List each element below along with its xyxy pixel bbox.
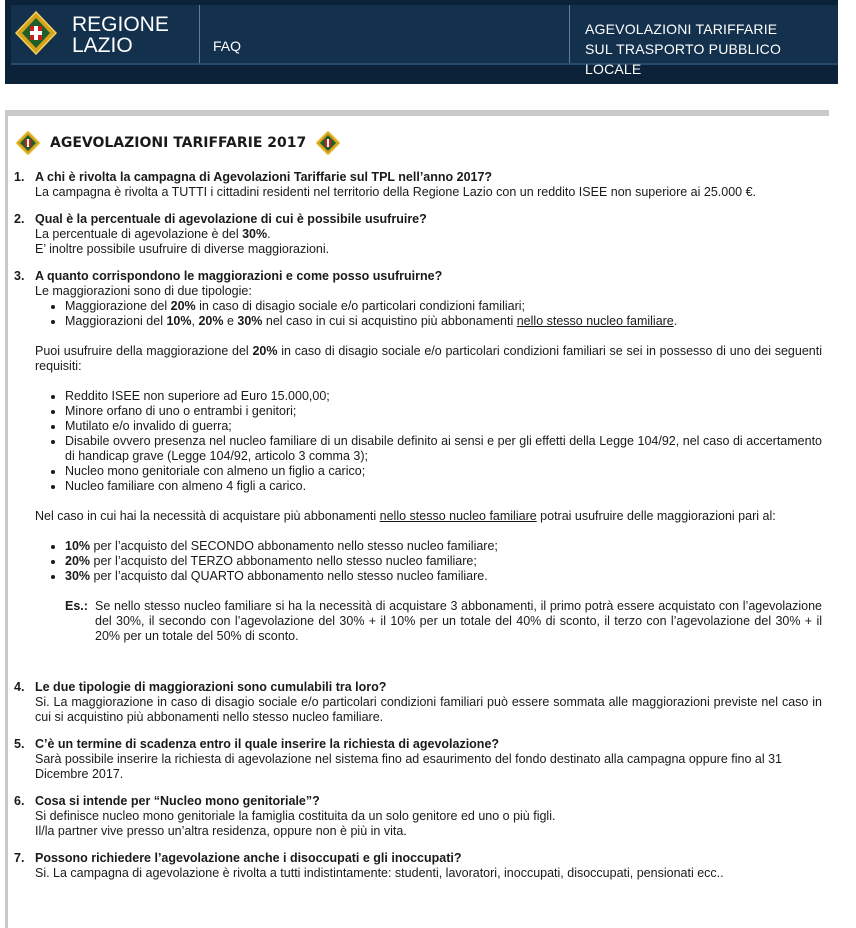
item-underlined: nello stesso nucleo familiare: [516, 314, 674, 328]
list-item: • Mutilato e/o invalido di guerra;: [65, 419, 822, 434]
faq-number: 5.: [14, 737, 25, 751]
regione-lazio-emblem-icon: [316, 131, 340, 155]
tier-percent: 20%: [65, 554, 91, 568]
list-item: [65, 314, 822, 329]
regione-lazio-emblem-icon[interactable]: [15, 11, 57, 55]
answer-bold-percent: 20%: [252, 344, 278, 358]
example-block: [65, 599, 822, 644]
item-text: Maggiorazioni del: [65, 314, 167, 328]
header-divider: [569, 5, 570, 63]
faq-item-5: [14, 737, 822, 782]
faq-number: 4.: [14, 680, 25, 694]
tiers-list: [35, 539, 822, 584]
faq-item-3: [14, 269, 822, 668]
example-text: Se nello stesso nucleo familiare si ha la necessità di acquistare 3 abbonamenti, il primo potrà essere acquistato con l’agevolazione del 30%, il secondo con l’agevolazione del 30% + il 10% per un totale del 40% di sconto, il terzo con l’agevolazione del 30% + il 20% per un totale del 50% di sconto.: [95, 599, 822, 643]
answer-text: Si. La maggiorazione in caso di disagio sociale e/o particolari condizioni familiari può essere sommata alle maggiorazioni previste nel caso in cui si acquistino più abbonamenti nello stesso nucleo familiare.: [35, 695, 822, 724]
faq-answer: [35, 695, 822, 725]
faq-item-1: [14, 170, 822, 200]
answer-text: Si. La campagna di agevolazione è rivolta a tutti indistintamente: studenti, lavoratori, inoccupati, disoccupati, pensionati ecc..: [35, 866, 724, 880]
faq-item-6: [14, 794, 822, 839]
faq-answer: [35, 227, 822, 257]
brand-line-2: LAZIO: [72, 34, 133, 57]
answer-text-part: potrai usufruire delle maggiorazioni pari al:: [536, 509, 776, 523]
regione-lazio-emblem-icon: [16, 131, 40, 155]
faq-question: Possono richiedere l’agevolazione anche i disoccupati e gli inoccupati?: [35, 851, 462, 865]
answer-underlined: nello stesso nucleo familiare: [379, 509, 537, 523]
answer-text: E’ inoltre possibile usufruire di diverse maggiorazioni.: [35, 242, 330, 256]
list-item: [65, 569, 822, 584]
header-title-line-2: SUL TRASPORTO PUBBLICO LOCALE: [585, 41, 782, 77]
answer-text: Il/la partner vive presso un’altra residenza, oppure non è più in vita.: [35, 824, 407, 838]
faq-answer: [35, 185, 822, 200]
faq-question: A chi è rivolta la campagna di Agevolazioni Tariffarie sul TPL nell’anno 2017?: [35, 170, 493, 184]
faq-answer: [35, 284, 822, 668]
faq-question: Cosa si intende per “Nucleo mono genitoriale”?: [35, 794, 320, 808]
answer-text: Sarà possibile inserire la richiesta di agevolazione nel sistema fino ad esaurimento del fondo destinato alla campagna oppure fino al 31 Dicembre 2017.: [35, 752, 782, 781]
header-divider: [199, 5, 200, 63]
list-item: • Nucleo mono genitoriale con almeno un figlio a carico;: [65, 464, 822, 479]
faq-number: 7.: [14, 851, 25, 865]
answer-text: [35, 227, 822, 242]
item-bold: 30%: [237, 314, 263, 328]
example-label: Es.:: [65, 599, 88, 613]
list-item: [65, 539, 822, 554]
faq-number: 6.: [14, 794, 25, 808]
requirements-list: [35, 389, 822, 494]
tier-percent: 10%: [65, 539, 91, 553]
item-bold: 20%: [170, 299, 196, 313]
answer-text-part: in caso di disagio sociale e/o particolari condizioni familiari se sei in possesso di uno dei seguenti requisiti:: [35, 344, 822, 373]
answer-text: Si definisce nucleo mono genitoriale la famiglia costituita da un solo genitore ed uno o più figli.: [35, 809, 556, 823]
page-title: [16, 128, 822, 158]
tier-text: per l’acquisto dal QUARTO abbonamento nello stesso nucleo familiare.: [90, 569, 488, 583]
list-item: • Nucleo familiare con almeno 4 figli a carico.: [65, 479, 822, 494]
faq-question: Qual è la percentuale di agevolazione di cui è possibile usufruire?: [35, 212, 427, 226]
item-text: in caso di disagio sociale e/o particolari condizioni familiari;: [195, 299, 525, 313]
answer-text-part: .: [267, 227, 271, 241]
brand-name[interactable]: [72, 14, 169, 56]
answer-text: Le maggiorazioni sono di due tipologie:: [35, 284, 252, 298]
list-item: • Minore orfano di uno o entrambi i genitori;: [65, 404, 822, 419]
faq-section-label[interactable]: FAQ: [213, 38, 242, 54]
item-text: ,: [191, 314, 199, 328]
item-text: e: [223, 314, 238, 328]
content-frame-left: [5, 110, 8, 928]
faq-number: 2.: [14, 212, 25, 226]
header-site-title: [585, 19, 838, 79]
page-title-text: AGEVOLAZIONI TARIFFARIE 2017: [50, 134, 307, 151]
item-text: Maggiorazione del: [65, 299, 171, 313]
item-text: nel caso in cui si acquistino più abbonamenti: [262, 314, 517, 328]
answer-text-part: Nel caso in cui hai la necessità di acquistare più abbonamenti: [35, 509, 380, 523]
answer-text: [35, 509, 822, 524]
faq-number: 3.: [14, 269, 25, 283]
site-header: [5, 0, 838, 84]
maggiorazioni-types-list: [35, 299, 822, 329]
list-item: [65, 554, 822, 569]
faq-number: 1.: [14, 170, 25, 184]
answer-text-part: La percentuale di agevolazione è del: [35, 227, 243, 241]
answer-text-part: Puoi usufruire della maggiorazione del: [35, 344, 253, 358]
answer-text: La campagna è rivolta a TUTTI i cittadini residenti nel territorio della Regione Lazio con un reddito ISEE non superiore ai 25.000 €.: [35, 185, 757, 199]
tier-text: per l’acquisto del TERZO abbonamento nello stesso nucleo familiare;: [90, 554, 477, 568]
brand-line-1: REGIONE: [72, 13, 169, 36]
list-item: • Reddito ISEE non superiore ad Euro 15.000,00;: [65, 389, 822, 404]
faq-item-2: [14, 212, 822, 257]
header-panel: [11, 5, 838, 77]
faq-question: A quanto corrispondono le maggiorazioni e come posso usufruirne?: [35, 269, 443, 283]
item-bold: 20%: [198, 314, 224, 328]
tier-text: per l’acquisto del SECONDO abbonamento nello stesso nucleo familiare;: [90, 539, 498, 553]
list-item: [65, 299, 822, 314]
faq-question: C’è un termine di scadenza entro il quale inserire la richiesta di agevolazione?: [35, 737, 500, 751]
content-frame-top: [5, 110, 829, 116]
faq-item-4: [14, 680, 822, 725]
list-item: • Disabile ovvero presenza nel nucleo familiare di un disabile definito ai sensi e per gli effetti della Legge 104/92, nel caso di accertamento di handicap grave (Legge 104/92, articolo 3 comma 3);: [65, 434, 822, 464]
faq-answer: [35, 866, 822, 881]
header-title-line-1: AGEVOLAZIONI TARIFFARIE: [585, 21, 778, 37]
faq-answer: [35, 809, 822, 839]
answer-text: [35, 344, 822, 374]
faq-item-7: [14, 851, 822, 881]
item-text: .: [673, 314, 678, 328]
answer-bold-percent: 30%: [242, 227, 268, 241]
item-bold: 10%: [166, 314, 192, 328]
faq-content: [14, 128, 822, 893]
faq-answer: [35, 752, 822, 782]
tier-percent: 30%: [65, 569, 91, 583]
faq-question: Le due tipologie di maggiorazioni sono cumulabili tra loro?: [35, 680, 387, 694]
